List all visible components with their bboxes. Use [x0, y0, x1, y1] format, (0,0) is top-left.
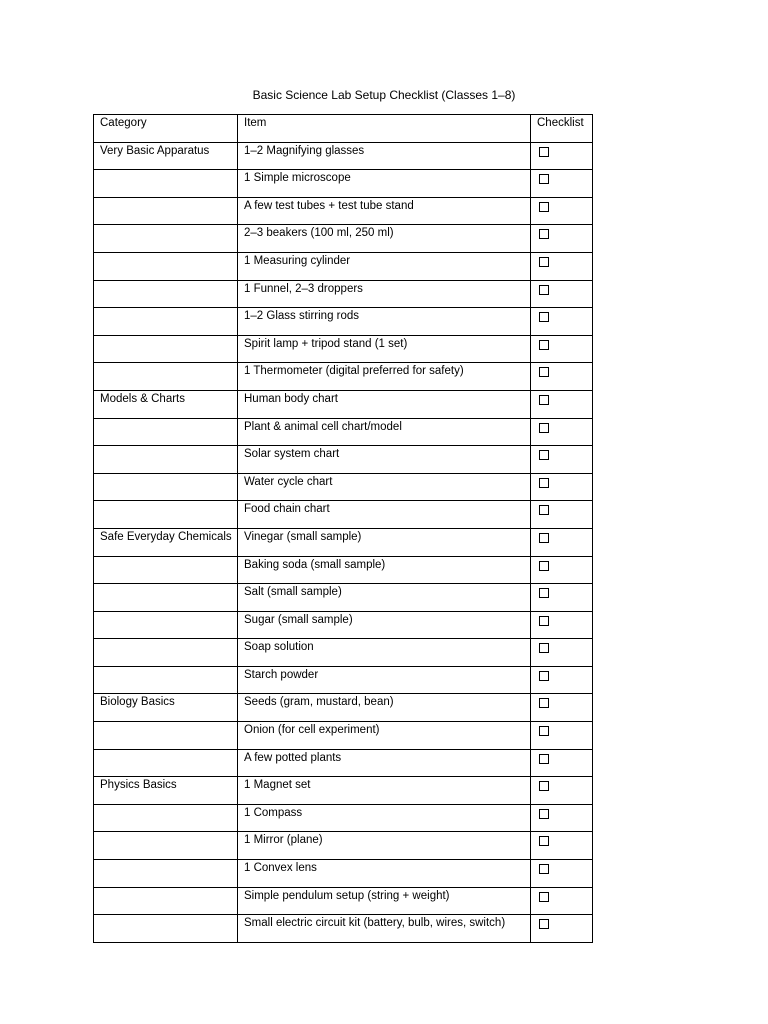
table-row: [94, 639, 593, 667]
checklist-cell: [531, 335, 593, 363]
table-row: [94, 446, 593, 474]
checklist-cell: [531, 170, 593, 198]
table-row: [94, 611, 593, 639]
checklist-cell: [531, 694, 593, 722]
table-row: [94, 749, 593, 777]
item-cell: 1 Magnet set: [238, 777, 531, 805]
checklist-cell: [531, 142, 593, 170]
checklist-cell: [531, 584, 593, 612]
checklist-cell: [531, 832, 593, 860]
item-cell: 1 Mirror (plane): [238, 832, 531, 860]
checklist-cell: [531, 860, 593, 888]
header-checklist: Checklist: [531, 115, 593, 143]
item-cell: Plant & animal cell chart/model: [238, 418, 531, 446]
table-row: [94, 335, 593, 363]
item-cell: 1 Simple microscope: [238, 170, 531, 198]
checklist-cell: [531, 225, 593, 253]
table-row: [94, 887, 593, 915]
checklist-cell: [531, 363, 593, 391]
checkbox-icon[interactable]: [539, 202, 549, 212]
table-row: [94, 666, 593, 694]
item-cell: Solar system chart: [238, 446, 531, 474]
checklist-cell: [531, 280, 593, 308]
checkbox-icon[interactable]: [539, 892, 549, 902]
checkbox-icon[interactable]: [539, 285, 549, 295]
checklist-cell: [531, 915, 593, 943]
category-cell: Very Basic Apparatus: [94, 142, 238, 170]
category-cell: [94, 804, 238, 832]
table-header-row: [94, 115, 593, 143]
checkbox-icon[interactable]: [539, 671, 549, 681]
checkbox-icon[interactable]: [539, 340, 549, 350]
table-row: [94, 804, 593, 832]
checkbox-icon[interactable]: [539, 864, 549, 874]
checklist-cell: [531, 722, 593, 750]
checklist-cell: [531, 639, 593, 667]
item-cell: Vinegar (small sample): [238, 528, 531, 556]
item-cell: Food chain chart: [238, 501, 531, 529]
item-cell: 1 Compass: [238, 804, 531, 832]
checkbox-icon[interactable]: [539, 616, 549, 626]
table-row: [94, 556, 593, 584]
checklist-cell: [531, 804, 593, 832]
table-row: [94, 777, 593, 805]
checkbox-icon[interactable]: [539, 781, 549, 791]
item-cell: 2–3 beakers (100 ml, 250 ml): [238, 225, 531, 253]
checkbox-icon[interactable]: [539, 257, 549, 267]
checkbox-icon[interactable]: [539, 643, 549, 653]
item-cell: Onion (for cell experiment): [238, 722, 531, 750]
table-row: [94, 694, 593, 722]
checkbox-icon[interactable]: [539, 533, 549, 543]
checkbox-icon[interactable]: [539, 174, 549, 184]
table-row: [94, 860, 593, 888]
table-row: [94, 252, 593, 280]
table-row: [94, 528, 593, 556]
category-cell: [94, 418, 238, 446]
table-body: [94, 142, 593, 942]
table-row: [94, 584, 593, 612]
table-row: [94, 832, 593, 860]
table-row: [94, 501, 593, 529]
item-cell: Water cycle chart: [238, 473, 531, 501]
checkbox-icon[interactable]: [539, 395, 549, 405]
category-cell: Biology Basics: [94, 694, 238, 722]
item-cell: 1 Thermometer (digital preferred for safety): [238, 363, 531, 391]
item-cell: 1 Funnel, 2–3 droppers: [238, 280, 531, 308]
category-cell: [94, 252, 238, 280]
category-cell: [94, 501, 238, 529]
table-row: [94, 915, 593, 943]
category-cell: [94, 611, 238, 639]
table-row: [94, 418, 593, 446]
table-row: [94, 722, 593, 750]
item-cell: Starch powder: [238, 666, 531, 694]
header-category: Category: [94, 115, 238, 143]
item-cell: 1–2 Glass stirring rods: [238, 308, 531, 336]
table-row: [94, 142, 593, 170]
checkbox-icon[interactable]: [539, 809, 549, 819]
checkbox-icon[interactable]: [539, 450, 549, 460]
category-cell: [94, 225, 238, 253]
checklist-table: [93, 114, 593, 943]
item-cell: Salt (small sample): [238, 584, 531, 612]
category-cell: [94, 639, 238, 667]
category-cell: [94, 860, 238, 888]
category-cell: [94, 915, 238, 943]
checklist-cell: [531, 197, 593, 225]
table-row: [94, 280, 593, 308]
table-row: [94, 390, 593, 418]
category-cell: [94, 170, 238, 198]
table-row: [94, 363, 593, 391]
category-cell: [94, 446, 238, 474]
category-cell: Models & Charts: [94, 390, 238, 418]
category-cell: [94, 556, 238, 584]
category-cell: [94, 666, 238, 694]
checkbox-icon[interactable]: [539, 423, 549, 433]
checklist-cell: [531, 556, 593, 584]
checklist-cell: [531, 887, 593, 915]
item-cell: 1–2 Magnifying glasses: [238, 142, 531, 170]
checklist-cell: [531, 611, 593, 639]
category-cell: [94, 584, 238, 612]
category-cell: Safe Everyday Chemicals: [94, 528, 238, 556]
header-item: Item: [238, 115, 531, 143]
category-cell: [94, 749, 238, 777]
checkbox-icon[interactable]: [539, 754, 549, 764]
checklist-cell: [531, 749, 593, 777]
item-cell: Soap solution: [238, 639, 531, 667]
checkbox-icon[interactable]: [539, 312, 549, 322]
category-cell: [94, 832, 238, 860]
checkbox-icon[interactable]: [539, 229, 549, 239]
item-cell: Baking soda (small sample): [238, 556, 531, 584]
category-cell: [94, 280, 238, 308]
checklist-cell: [531, 390, 593, 418]
table-row: [94, 308, 593, 336]
category-cell: [94, 473, 238, 501]
checkbox-icon[interactable]: [539, 367, 549, 377]
checklist-cell: [531, 446, 593, 474]
checkbox-icon[interactable]: [539, 726, 549, 736]
checkbox-icon[interactable]: [539, 836, 549, 846]
checklist-cell: [531, 418, 593, 446]
item-cell: A few potted plants: [238, 749, 531, 777]
item-cell: Seeds (gram, mustard, bean): [238, 694, 531, 722]
table-row: [94, 473, 593, 501]
checklist-cell: [531, 666, 593, 694]
item-cell: Sugar (small sample): [238, 611, 531, 639]
checkbox-icon[interactable]: [539, 919, 549, 929]
checkbox-icon[interactable]: [539, 147, 549, 157]
checklist-cell: [531, 528, 593, 556]
table-row: [94, 170, 593, 198]
checkbox-icon[interactable]: [539, 505, 549, 515]
table-row: [94, 197, 593, 225]
item-cell: Small electric circuit kit (battery, bulb, wires, switch): [238, 915, 531, 943]
category-cell: [94, 335, 238, 363]
item-cell: Spirit lamp + tripod stand (1 set): [238, 335, 531, 363]
category-cell: Physics Basics: [94, 777, 238, 805]
page-title: Basic Science Lab Setup Checklist (Classes 1–8): [252, 88, 516, 102]
item-cell: Simple pendulum setup (string + weight): [238, 887, 531, 915]
category-cell: [94, 363, 238, 391]
category-cell: [94, 308, 238, 336]
checklist-cell: [531, 501, 593, 529]
checklist-cell: [531, 252, 593, 280]
checklist-cell: [531, 777, 593, 805]
checklist-cell: [531, 473, 593, 501]
category-cell: [94, 887, 238, 915]
category-cell: [94, 722, 238, 750]
item-cell: A few test tubes + test tube stand: [238, 197, 531, 225]
checkbox-icon[interactable]: [539, 698, 549, 708]
checkbox-icon[interactable]: [539, 561, 549, 571]
checkbox-icon[interactable]: [539, 478, 549, 488]
checkbox-icon[interactable]: [539, 588, 549, 598]
item-cell: 1 Measuring cylinder: [238, 252, 531, 280]
item-cell: 1 Convex lens: [238, 860, 531, 888]
checklist-cell: [531, 308, 593, 336]
item-cell: Human body chart: [238, 390, 531, 418]
category-cell: [94, 197, 238, 225]
table-row: [94, 225, 593, 253]
